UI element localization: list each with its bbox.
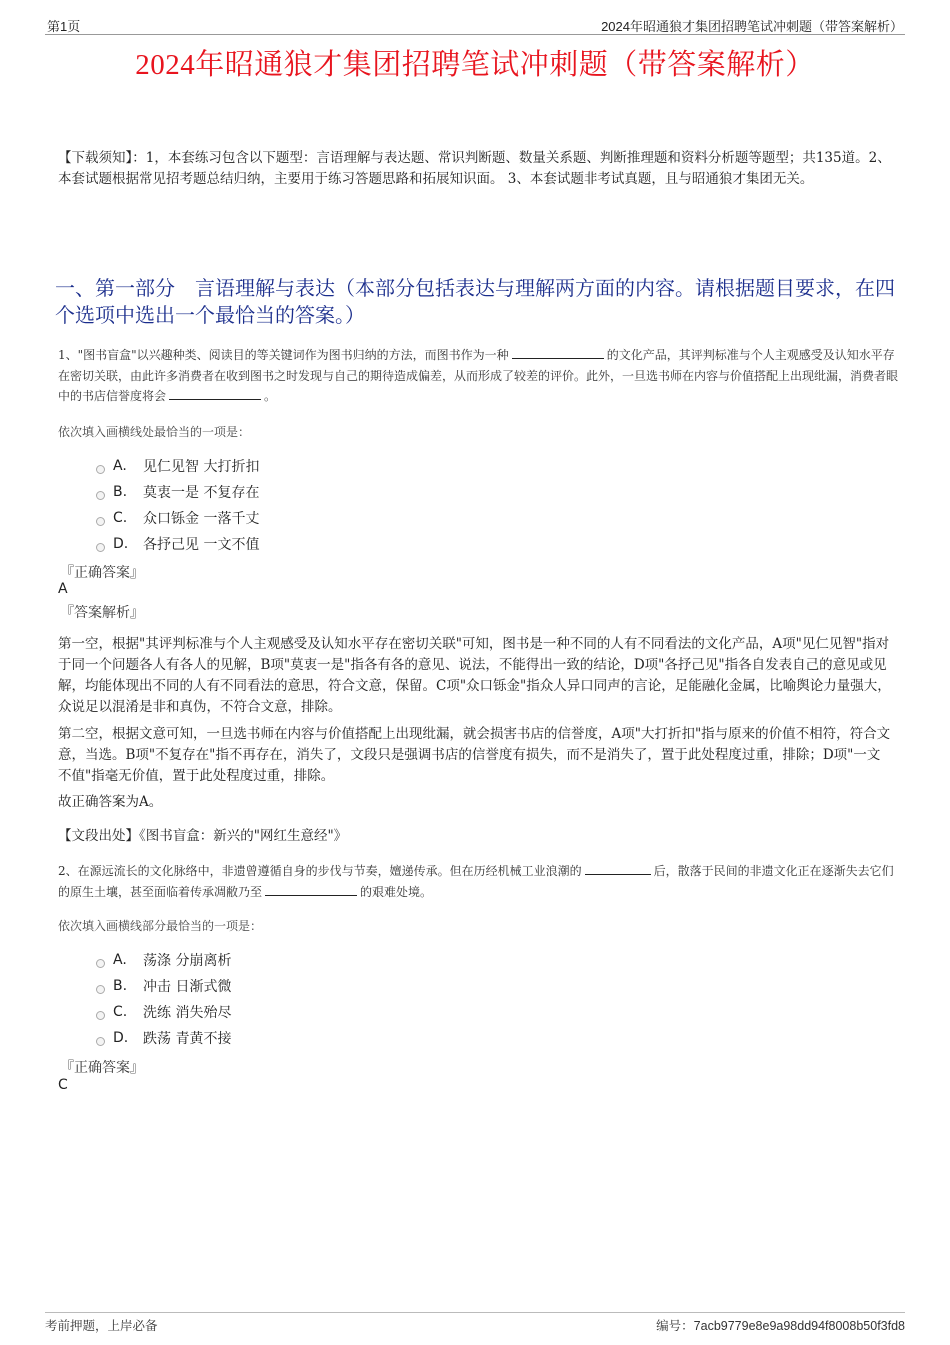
analysis-paragraph-2: 第二空，根据文意可知，一旦选书师在内容与价值搭配上出现纰漏，就会损害书店的信誉度，A项"大打折扣"指与原来的价值不相符，符合文意，当选。B项"不复存在"指不再存在，消失了，文段只是强调书店的信誉度有损失，而不是消失了，置于此处程度过重，排除；D项"一文不值"指毫无价值，置于此处程度过重，排除。 xyxy=(58,726,891,784)
fill-blank xyxy=(585,862,651,875)
stem-text: 2、在源远流长的文化脉络中，非遗曾遵循自身的步伐与节奏，嬗递传承。但在历经机械工业浪潮的 xyxy=(58,864,582,878)
correct-answer-value: C xyxy=(58,1077,68,1093)
radio-button[interactable] xyxy=(96,465,105,474)
option-letter: D. xyxy=(113,536,129,552)
option-text: 洗练 消失殆尽 xyxy=(143,1005,232,1021)
correct-answer-label: 『正确答案』 xyxy=(60,1060,144,1076)
question-1-options xyxy=(96,453,259,557)
option-a[interactable] xyxy=(96,453,259,479)
page-header xyxy=(45,14,905,35)
passage-source: 【文段出处】《图书盲盒：新兴的"网红生意经"》 xyxy=(58,828,348,844)
option-d[interactable] xyxy=(96,1025,231,1051)
option-letter: C. xyxy=(113,1004,128,1020)
option-text: 见仁见智 大打折扣 xyxy=(143,459,260,475)
option-b[interactable] xyxy=(96,973,231,999)
stem-text: 的艰难处境。 xyxy=(360,884,433,899)
option-b[interactable] xyxy=(96,479,259,505)
option-letter: A. xyxy=(113,952,127,968)
page-number: 第1页 xyxy=(47,19,81,34)
question-1-stem xyxy=(58,345,903,407)
document-title: 2024年昭通狼才集团招聘笔试冲刺题（带答案解析） xyxy=(135,49,815,81)
stem-text: 的文化产品，其评判标准与个人主观感受及认知水平存在密切关联，由此许多消费者在收到图书之时发现与自己的期待造成偏差，从而形成了较差的评价。此外，一旦选书师在内容与价值搭配上出现纰漏，消费者眼中的书店信誉度将会 xyxy=(58,348,899,403)
page-footer xyxy=(45,1312,905,1335)
radio-button[interactable] xyxy=(96,985,105,994)
footer-slogan: 考前押题，上岸必备 xyxy=(45,1319,158,1333)
header-doc-name: 2024年昭通狼才集团招聘笔试冲刺题（带答案解析） xyxy=(601,19,903,34)
option-text: 跌荡 青黄不接 xyxy=(143,1031,232,1047)
radio-button[interactable] xyxy=(96,959,105,968)
option-text: 莫衷一是 不复存在 xyxy=(143,485,260,501)
question-1-prompt: 依次填入画横线处最恰当的一项是： xyxy=(58,425,251,439)
option-letter: B. xyxy=(113,978,128,994)
radio-button[interactable] xyxy=(96,491,105,500)
stem-text: 后，散落于民间的非遗文化正在逐渐失去它们的原生土壤，甚至面临着传承凋敝乃至 xyxy=(58,864,894,899)
option-text: 冲击 日渐式微 xyxy=(143,979,232,995)
option-c[interactable] xyxy=(96,999,231,1025)
fill-blank xyxy=(512,346,604,359)
stem-text: 。 xyxy=(264,389,277,403)
radio-button[interactable] xyxy=(96,517,105,526)
option-letter: B. xyxy=(113,484,128,500)
fill-blank xyxy=(265,883,357,896)
radio-button[interactable] xyxy=(96,1037,105,1046)
analysis-paragraph-1: 第一空，根据"其评判标准与个人主观感受及认知水平存在密切关联"可知，图书是一种不同的人有不同看法的文化产品，A项"见仁见智"指对于同一个问题各人有各人的见解，B项"莫衷一是"指各有各的意见、说法，不能得出一致的结论，D项"各抒己见"指各自发表自己的意见或见解，均能体现出不同的人有不同看法的意思，符合文意，保留。C项"众口铄金"指众人异口同声的言论，足能融化金属，比喻舆论力量强大，众说足以混淆是非和真伪，不符合文意，排除。 xyxy=(58,636,891,715)
question-2-stem xyxy=(58,861,903,902)
option-text: 荡涤 分崩离析 xyxy=(143,953,232,969)
option-a[interactable] xyxy=(96,947,231,973)
option-c[interactable] xyxy=(96,505,259,531)
section-heading: 一、第一部分 言语理解与表达（本部分包括表达与理解两方面的内容。请根据题目要求，在四个选项中选出一个最恰当的答案。） xyxy=(55,278,895,327)
option-letter: A. xyxy=(113,458,127,474)
download-notice: 【下载须知】：1，本套练习包含以下题型：言语理解与表达题、常识判断题、数量关系题、判断推理题和资料分析题等题型；共135道。2、本套试题根据常见招考题总结归纳，主要用于练习答题思路和拓展知识面。 3、本套试题非考试真题，且与昭通狼才集团无关。 xyxy=(58,150,891,187)
option-text: 各抒己见 一文不值 xyxy=(143,537,260,553)
option-letter: C. xyxy=(113,510,128,526)
analysis-conclusion: 故正确答案为A。 xyxy=(58,794,163,810)
correct-answer-label: 『正确答案』 xyxy=(60,565,144,581)
option-letter: D. xyxy=(113,1030,129,1046)
document-code: 编号：7acb9779e8e9a98dd94f8008b50f3fd8 xyxy=(656,1319,905,1333)
option-text: 众口铄金 一落千丈 xyxy=(143,511,260,527)
radio-button[interactable] xyxy=(96,1011,105,1020)
question-2-prompt: 依次填入画横线部分最恰当的一项是： xyxy=(58,919,263,933)
analysis-label: 『答案解析』 xyxy=(60,605,144,621)
fill-blank xyxy=(169,387,261,400)
question-2-options xyxy=(96,947,231,1051)
stem-text: 1、"图书盲盒"以兴趣种类、阅读目的等关键词作为图书归纳的方法，而图书作为一种 xyxy=(58,348,509,362)
radio-button[interactable] xyxy=(96,543,105,552)
option-d[interactable] xyxy=(96,531,259,557)
correct-answer-value: A xyxy=(58,581,68,597)
